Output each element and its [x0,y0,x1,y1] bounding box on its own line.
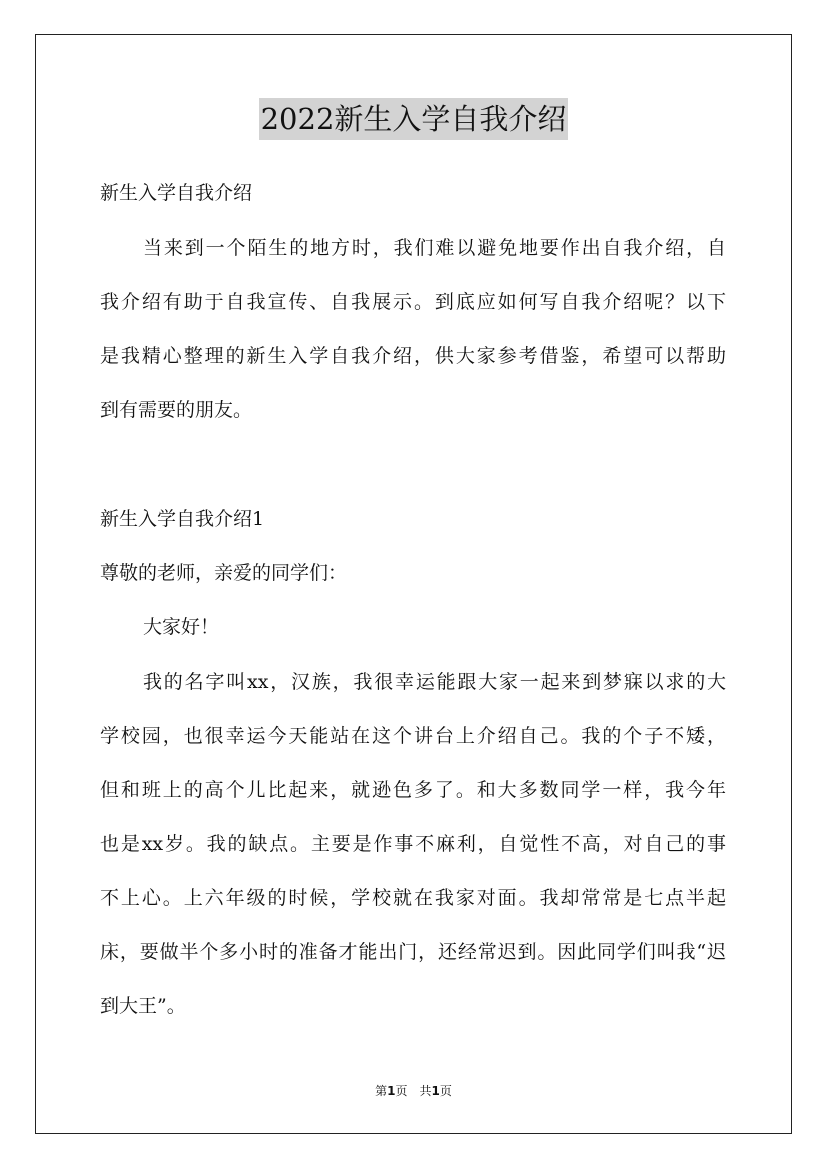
intro-line: 是我精心整理的新生入学自我介绍，供大家参考借鉴，希望可以帮助 [100,345,726,367]
title-container [0,98,827,140]
body-line: 不上心。上六年级的时候，学校就在我家对面。我却常常是七点半起 [100,887,726,909]
greeting: 大家好！ [143,616,220,638]
salutation: 尊敬的老师，亲爱的同学们： [100,562,348,584]
footer-page-total: 1 [431,1084,440,1098]
body-line: 到大王”。 [100,995,186,1017]
body-line: 学校园，也很幸运今天能站在这个讲台上介绍自己。我的个子不矮， [100,725,726,747]
subtitle: 新生入学自我介绍 [100,182,253,204]
body-line: 但和班上的高个儿比起来，就逊色多了。和大多数同学一样，我今年 [100,779,726,801]
footer-prefix: 第 [375,1084,388,1098]
document-title: 2022新生入学自我介绍 [259,98,569,140]
body-line: 也是xx岁。我的缺点。主要是作事不麻利，自觉性不高，对自己的事 [100,833,726,855]
footer-page-current: 1 [387,1084,396,1098]
intro-line: 到有需要的朋友。 [100,399,253,421]
page-footer [0,1083,827,1099]
intro-line: 当来到一个陌生的地方时，我们难以避免地要作出自我介绍，自 [143,237,726,259]
section-title: 新生入学自我介绍1 [100,508,265,530]
footer-mid: 页 共 [395,1084,432,1098]
footer-suffix: 页 [439,1084,452,1098]
body-line: 我的名字叫xx，汉族，我很幸运能跟大家一起来到梦寐以求的大 [143,671,726,693]
intro-line: 我介绍有助于自我宣传、自我展示。到底应如何写自我介绍呢？以下 [100,291,726,313]
body-line: 床，要做半个多小时的准备才能出门，还经常迟到。因此同学们叫我“迟 [100,941,726,963]
